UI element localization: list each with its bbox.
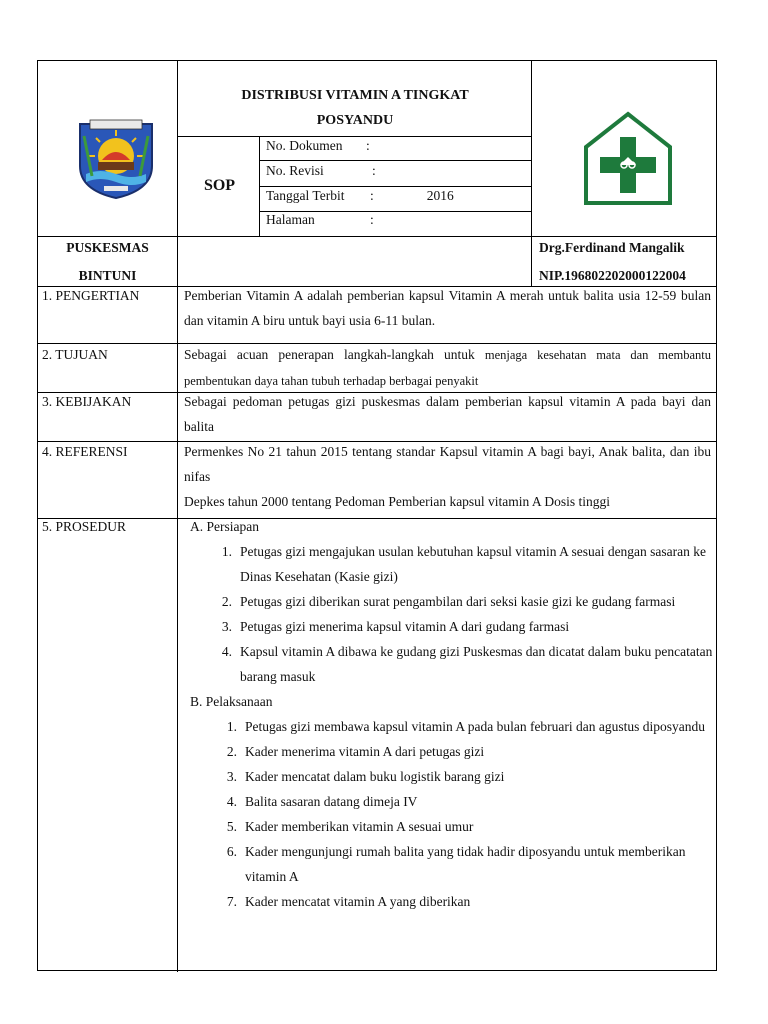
- referensi-label: 4. REFERENSI: [42, 444, 128, 459]
- referensi-text-1: Permenkes No 21 tahun 2015 tentang standar Kapsul vitamin A bagi bayi, Anak balita, dan ibu nifas: [184, 444, 711, 484]
- regency-emblem-icon: [74, 116, 158, 200]
- referensi-text-2: Depkes tahun 2000 tentang Pedoman Pemberian kapsul vitamin A Dosis tinggi: [184, 494, 610, 509]
- item-text: Kader mengunjungi rumah balita yang tidak hadir diposyandu untuk memberikan vitamin A: [245, 844, 686, 884]
- list-item: [210, 589, 714, 614]
- teluk-bintuni-logo: [74, 116, 158, 200]
- pengertian-label: 1. PENGERTIAN: [42, 288, 140, 303]
- list-item: [210, 614, 714, 639]
- list-item: [215, 814, 714, 839]
- prosedur-label: 5. PROSEDUR: [42, 519, 127, 534]
- divider: [531, 61, 532, 286]
- list-item: [215, 714, 714, 739]
- item-text: Kader menerima vitamin A dari petugas gizi: [245, 744, 485, 759]
- puskesmas-line-1: PUSKESMAS: [66, 240, 149, 255]
- signer-name: Drg.Ferdinand Mangalik: [539, 240, 685, 255]
- meta-colon: :: [372, 163, 376, 178]
- tujuan-text-part1: Sebagai acuan penerapan langkah-langkah untuk: [184, 347, 475, 362]
- meta-value: 2016: [426, 188, 454, 203]
- sop-document: [37, 60, 717, 971]
- sop-label: SOP: [203, 177, 236, 194]
- kebijakan-label: 3. KEBIJAKAN: [42, 394, 132, 409]
- puskesmas-line-2: BINTUNI: [78, 268, 137, 283]
- divider: [177, 61, 178, 972]
- item-text: Kader memberikan vitamin A sesuai umur: [245, 819, 474, 834]
- tujuan-text-part2: menjaga kesehatan mata dan membantu pembentukan daya tahan tubuh terhadap berbagai penyakit: [184, 348, 712, 388]
- puskesmas-logo: [582, 111, 674, 207]
- pelaksanaan-list: [184, 714, 714, 914]
- item-number: 1.: [221, 544, 232, 559]
- item-text: Petugas gizi menerima kapsul vitamin A dari gudang farmasi: [240, 619, 570, 634]
- signer-nip: NIP.196802202000122004: [539, 268, 686, 283]
- item-text: Kader mencatat dalam buku logistik barang gizi: [245, 769, 505, 784]
- list-item: [215, 789, 714, 814]
- item-text: Kader mencatat vitamin A yang diberikan: [245, 894, 471, 909]
- meta-colon: :: [366, 138, 370, 153]
- item-number: 2.: [226, 744, 237, 759]
- meta-halaman: [266, 209, 454, 231]
- item-number: 3.: [221, 619, 232, 634]
- list-item: [215, 839, 714, 889]
- meta-label: Tanggal Terbit: [266, 188, 345, 203]
- puskesmas-name: [38, 234, 177, 290]
- meta-label: No. Dokumen: [266, 138, 343, 153]
- item-number: 4.: [226, 794, 237, 809]
- pengertian-text: Pemberian Vitamin A adalah pemberian kapsul Vitamin A merah untuk balita usia 12-59 bulan dan vitamin A biru untuk bayi usia 6-11 bulan.: [184, 288, 711, 328]
- meta-colon: :: [370, 212, 374, 227]
- item-text: Kapsul vitamin A dibawa ke gudang gizi Puskesmas dan dicatat dalam buku pencatatan barang masuk: [240, 644, 713, 684]
- kebijakan-text: Sebagai pedoman petugas gizi puskesmas dalam pemberian kapsul vitamin A pada bayi dan balita: [184, 394, 711, 434]
- list-item: [215, 739, 714, 764]
- meta-no-revisi: [266, 160, 456, 182]
- document-title: [179, 83, 531, 133]
- item-text: Petugas gizi diberikan surat pengambilan dari seksi kasie gizi ke gudang farmasi: [240, 594, 676, 609]
- referensi-text: [184, 439, 711, 514]
- list-item: [210, 639, 714, 689]
- prosedur-content: [184, 514, 714, 914]
- pelaksanaan-heading: B. Pelaksanaan: [190, 694, 273, 709]
- tujuan-label: 2. TUJUAN: [42, 347, 108, 362]
- item-text: Petugas gizi mengajukan usulan kebutuhan kapsul vitamin A sesuai dengan sasaran ke Dinas Kesehatan (Kasie gizi): [240, 544, 707, 584]
- item-number: 3.: [226, 769, 237, 784]
- persiapan-list: [184, 539, 714, 689]
- item-number: 2.: [221, 594, 232, 609]
- health-cross-icon: [582, 111, 674, 207]
- tujuan-text: [184, 342, 711, 394]
- list-item: [210, 539, 714, 589]
- item-number: 1.: [226, 719, 237, 734]
- signer-block: [539, 234, 719, 290]
- item-number: 5.: [226, 819, 237, 834]
- item-number: 4.: [221, 644, 232, 659]
- item-text: Petugas gizi membawa kapsul vitamin A pada bulan februari dan agustus diposyandu: [245, 719, 706, 734]
- item-number: 6.: [226, 844, 237, 859]
- meta-no-dokumen: [266, 135, 450, 157]
- item-text: Balita sasaran datang dimeja IV: [245, 794, 418, 809]
- list-item: [215, 764, 714, 789]
- title-line-1: DISTRIBUSI VITAMIN A TINGKAT: [241, 88, 469, 103]
- meta-colon: :: [370, 188, 374, 203]
- meta-label: Halaman: [266, 212, 315, 227]
- list-item: [215, 889, 714, 914]
- meta-label: No. Revisi: [266, 163, 324, 178]
- meta-tanggal-terbit: [266, 185, 454, 207]
- title-line-2: POSYANDU: [316, 113, 394, 128]
- item-number: 7.: [226, 894, 237, 909]
- persiapan-heading: A. Persiapan: [190, 519, 259, 534]
